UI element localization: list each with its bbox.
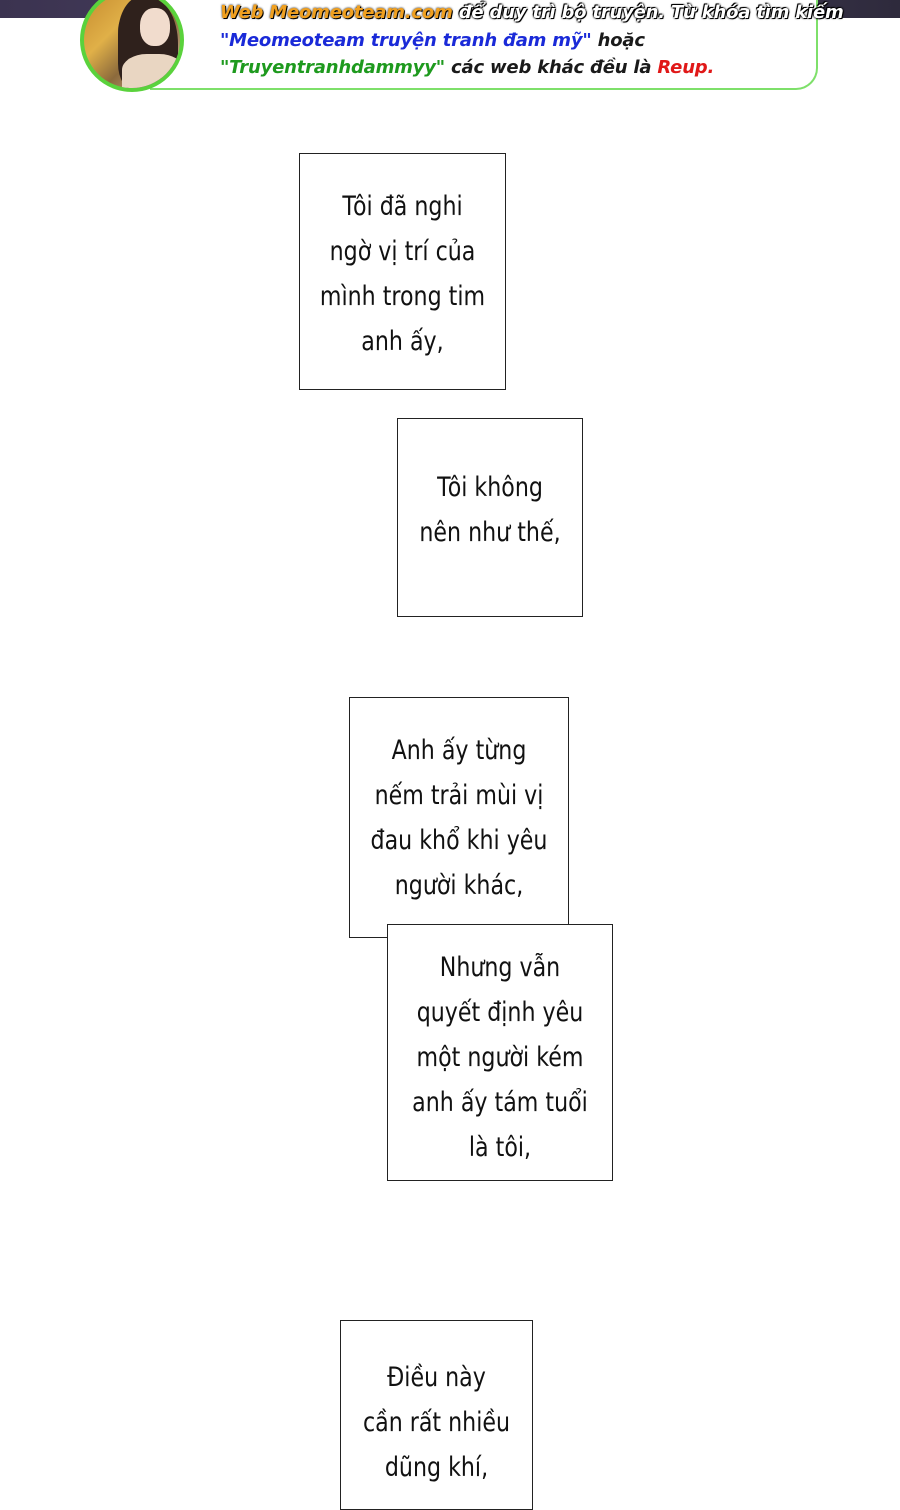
speech-box-4 [387, 924, 613, 1181]
avatar-face [140, 8, 170, 46]
keyword-truyentranhdammyy: "Truyentranhdammyy" [220, 57, 445, 78]
avatar [80, 0, 184, 92]
speech-box-5 [340, 1320, 533, 1510]
avatar-coat [122, 54, 184, 92]
banner-line-2-text: hoặc [591, 30, 645, 51]
banner-line-3-text: các web khác đều là [444, 57, 658, 78]
banner-line-1 [220, 2, 844, 23]
speech-box-2 [397, 418, 583, 617]
keyword-meomeoteam: "Meomeoteam truyện tranh đam mỹ" [220, 30, 592, 51]
banner-line-3-end: . [707, 57, 715, 78]
banner-line-1-text: để duy trì bộ truyện. Từ khóa tìm kiếm [452, 2, 844, 23]
speech-box-3 [349, 697, 569, 938]
speech-box-5-text: Điều này cần rất nhiều dũng khí, [362, 1362, 511, 1483]
banner-line-2 [220, 30, 645, 51]
speech-box-3-text: Anh ấy từng nếm trải mùi vị đau khổ khi yêu người khác, [370, 735, 548, 901]
speech-box-4-text: Nhưng vẫn quyết định yêu một người kém anh ấy tám tuổi là tôi, [412, 952, 588, 1163]
banner-line-3 [220, 57, 714, 78]
site-link[interactable]: Web Meomeoteam.com [220, 2, 453, 23]
reup-label: Reup [657, 57, 708, 78]
speech-box-1-text: Tôi đã nghi ngờ vị trí của mình trong tim anh ấy, [319, 191, 486, 357]
speech-box-2-text: Tôi không nên như thế, [419, 472, 561, 548]
speech-box-1 [299, 153, 506, 390]
